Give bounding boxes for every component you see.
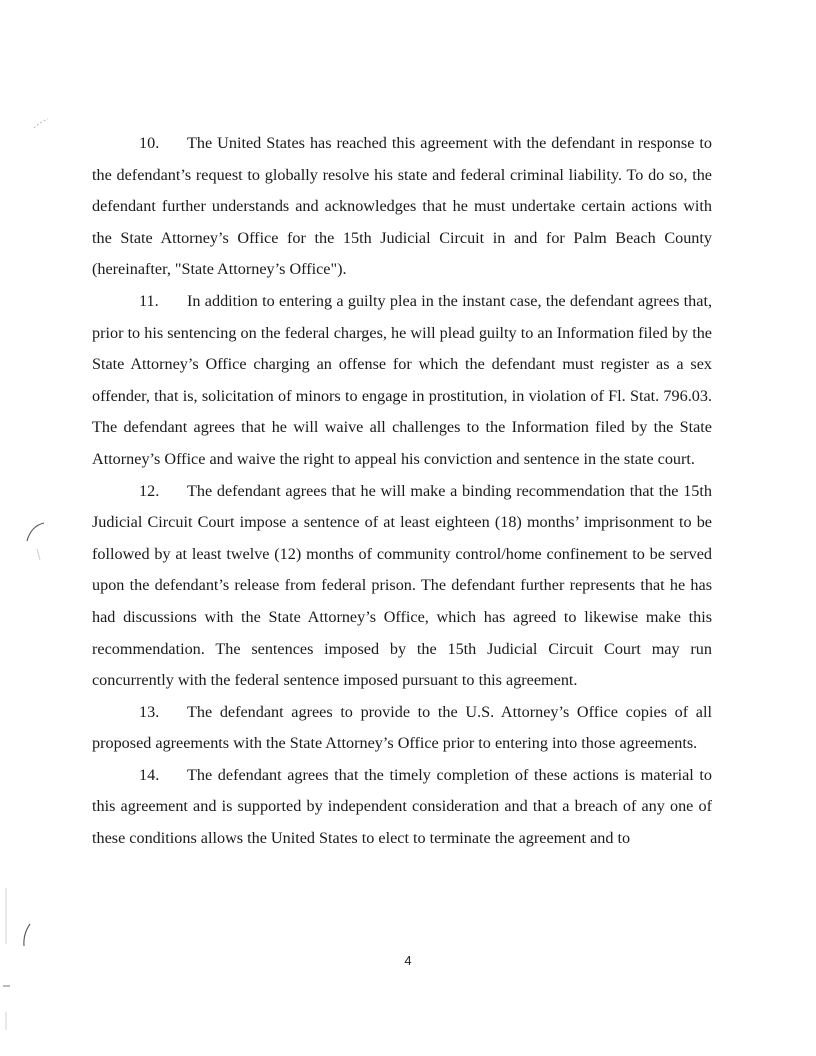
paragraph-text: The defendant agrees to provide to the U.S. Attorney’s Office copies of all proposed agreements with the State Attorney’s Office prior to entering into those agreements. (92, 702, 712, 753)
paragraph-14 (92, 760, 712, 855)
paragraph-number: 12. (139, 481, 160, 500)
paragraph-10 (92, 128, 712, 286)
scan-artifacts (0, 0, 60, 1056)
paragraph-13 (92, 697, 712, 760)
page-number: 4 (404, 953, 412, 968)
scan-mark-dash (37, 549, 40, 560)
paragraph-number: 11. (139, 291, 159, 310)
paragraph-text: The United States has reached this agreement with the defendant in response to the defendant’s request to globally resolve his state and federal criminal liability. To do so, the defendant further understands and acknowledges that he must undertake certain actions with the State Attorney’s Office for the 15th Judicial Circuit in and for Palm Beach County (hereinafter, "State Attorney’s Office"). (92, 134, 712, 279)
scan-mark-bracket-lower (24, 924, 30, 946)
paragraph-text: The defendant agrees that he will make a binding recommendation that the 15th Judicial Circuit Court impose a sentence of at least eighteen (18) months’ imprisonment to be followed by at least twelve (12) months of community control/home confinement to be served upon the defendant’s release from federal prison. The defendant further represents that he has had discussions with the State Attorney’s Office, which has agreed to likewise make this recommendation. The sentences imposed by the 15th Judicial Circuit Court may run concurrently with the federal sentence imposed pursuant to this agreement. (92, 481, 712, 690)
paragraph-number: 10. (139, 134, 160, 152)
paragraph-number: 14. (139, 765, 160, 784)
paragraph-text: The defendant agrees that the timely completion of these actions is material to this agreement and is supported by independent consideration and that a breach of any one of these conditions allows the United States to elect to terminate the agreement and to (92, 765, 712, 848)
paragraph-number: 13. (139, 702, 160, 721)
paragraph-11 (92, 286, 712, 476)
paragraph-text: In addition to entering a guilty plea in the instant case, the defendant agrees that, prior to his sentencing on the federal charges, he will plead guilty to an Information filed by the State Attorney’s Office charging an offense for which the defendant must register as a sex offender, that is, solicitation of minors to engage in prostitution, in violation of Fl. Stat. 796.03. The defendant agrees that he will waive all challenges to the Information filed by the State Attorney’s Office and waive the right to appeal his conviction and sentence in the state court. (92, 291, 712, 468)
paragraph-12 (92, 476, 712, 697)
scan-mark-top (34, 119, 48, 128)
scan-mark-bracket-upper (27, 523, 44, 541)
document-body (92, 128, 712, 855)
